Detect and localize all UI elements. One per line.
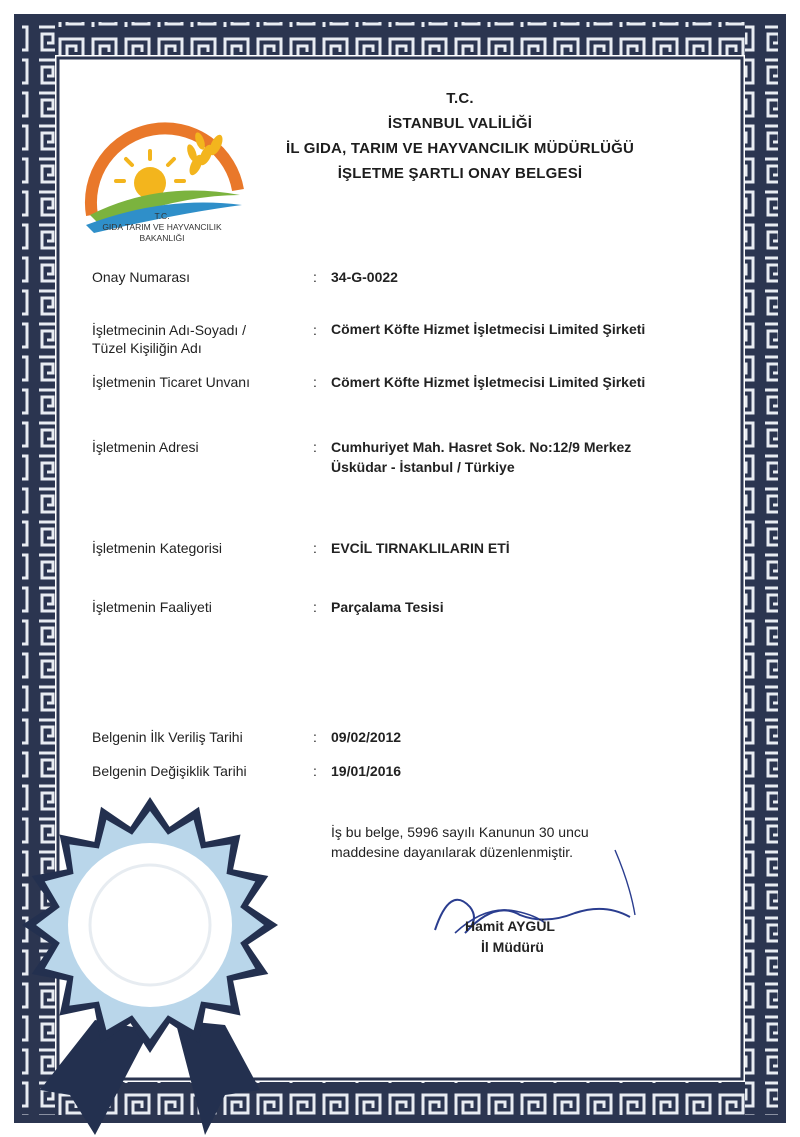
trade-name-label: İşletmenin Ticaret Unvanı: [92, 374, 250, 390]
operator-name-value: Cömert Köfte Hizmet İşletmecisi Limited Şirketi: [331, 321, 646, 337]
approval-number-label: Onay Numarası: [92, 269, 191, 285]
change-date-value: 19/01/2016: [331, 763, 402, 779]
colon: :: [313, 322, 317, 338]
activity-value: Parçalama Tesisi: [331, 599, 444, 615]
legal-note-line2: maddesine dayanılarak düzenlenmiştir.: [331, 844, 574, 860]
category-label: İşletmenin Kategorisi: [92, 540, 222, 556]
header-tc: T.C.: [446, 90, 474, 107]
ministry-logo: [70, 95, 255, 270]
operator-name-label-line2: Tüzel Kişiliğin Adı: [92, 340, 202, 356]
colon: :: [313, 540, 317, 556]
colon: :: [313, 374, 317, 390]
trade-name-value: Cömert Köfte Hizmet İşletmecisi Limited Şirketi: [331, 374, 646, 390]
change-date-label: Belgenin Değişiklik Tarihi: [92, 763, 247, 779]
signatory-title: İl Müdürü: [481, 939, 544, 955]
header-governorship: İSTANBUL VALİLİĞİ: [387, 115, 533, 132]
header-directorate: İL GIDA, TARIM VE HAYVANCILIK MÜDÜRLÜĞÜ: [285, 140, 635, 157]
colon: :: [313, 729, 317, 745]
logo-text-tc: T.C.: [154, 211, 170, 221]
address-value-line1: Cumhuriyet Mah. Hasret Sok. No:12/9 Merkez: [331, 439, 632, 455]
address-value-line2: Üsküdar - İstanbul / Türkiye: [331, 459, 515, 475]
category-value: EVCİL TIRNAKLILARIN ETİ: [331, 540, 510, 556]
official-seal-rosette: [0, 790, 300, 1137]
approval-number-value: 34-G-0022: [331, 269, 398, 285]
first-issue-date-label: Belgenin İlk Veriliş Tarihi: [92, 729, 243, 745]
document-title: İŞLETME ŞARTLI ONAY BELGESİ: [337, 165, 583, 182]
logo-text-ministry: GIDA TARIM VE HAYVANCILIK: [102, 222, 222, 232]
signatory-name: Hamit AYGÜL: [465, 918, 555, 934]
logo-text-bakanlik: BAKANLIĞI: [139, 233, 185, 243]
legal-note-line1: İş bu belge, 5996 sayılı Kanunun 30 uncu: [331, 824, 589, 840]
colon: :: [313, 439, 317, 455]
address-label: İşletmenin Adresi: [92, 439, 199, 455]
activity-label: İşletmenin Faaliyeti: [92, 599, 212, 615]
colon: :: [313, 763, 317, 779]
first-issue-date-value: 09/02/2012: [331, 729, 402, 745]
operator-name-label-line1: İşletmecinin Adı-Soyadı /: [92, 322, 247, 338]
colon: :: [313, 599, 317, 615]
colon: :: [313, 269, 317, 285]
